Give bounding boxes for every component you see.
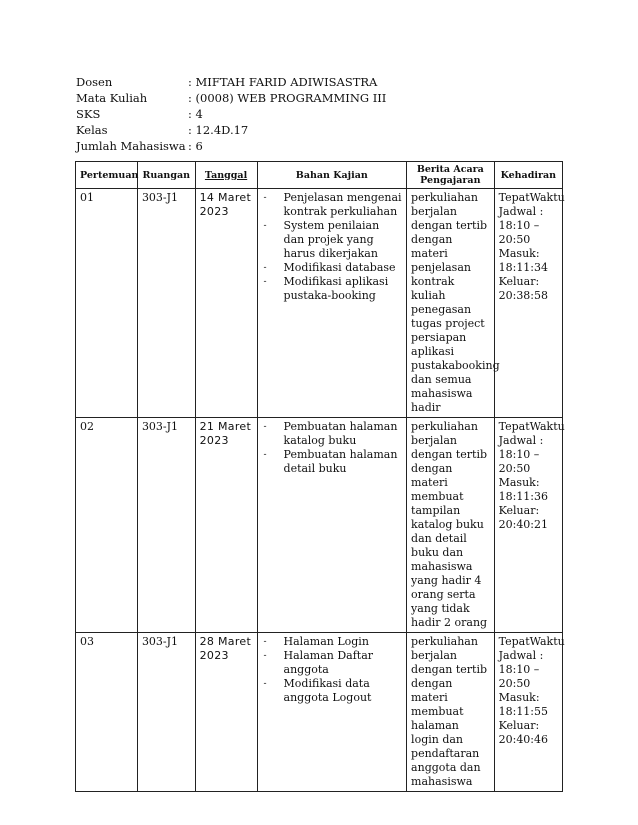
- info-row-jumlah-mahasiswa: [76, 138, 386, 154]
- info-label: SKS: [76, 107, 101, 121]
- info-row-mata-kuliah: [76, 90, 386, 106]
- list-item: - Modifikasi data anggota Logout: [263, 677, 372, 704]
- topic-list: [262, 420, 403, 476]
- date-year: 2023: [199, 434, 229, 447]
- cell-tanggal: [195, 189, 257, 418]
- cell-berita-acara: perkuliahan berjalan dengan tertib dengan materi penjelasan kontrak kuliah penegasan tugas project persiapan aplikasi pustakabooking dan semua mahasiswa hadir: [407, 189, 495, 418]
- masuk-value: 18:11:55: [498, 705, 549, 718]
- cell-pertemuan: 03: [76, 633, 138, 792]
- status-word: Waktu: [529, 635, 565, 648]
- cell-ruangan: 303-J1: [137, 633, 195, 792]
- date-year: 2023: [199, 649, 229, 662]
- masuk-label: Masuk:: [498, 247, 540, 260]
- date-year: 2023: [199, 205, 229, 218]
- attendance-status: [498, 420, 565, 434]
- topic-text: Modifikasi database: [283, 261, 396, 274]
- cell-bahan-kajian: [257, 189, 407, 418]
- info-row-sks: [76, 106, 386, 122]
- jadwal-value: 18:10 – 20:50: [498, 663, 540, 690]
- table-row: [76, 418, 563, 633]
- list-item: - Halaman Login: [263, 635, 369, 648]
- info-value: : (0008) WEB PROGRAMMING III: [188, 91, 387, 105]
- list-item: - Halaman Daftar anggota: [263, 649, 374, 676]
- info-value: : 4: [188, 107, 203, 121]
- keluar-value: 20:40:21: [498, 518, 549, 531]
- topic-list: [262, 191, 403, 303]
- status-word: Waktu: [529, 191, 565, 204]
- info-value: : 12.4D.17: [188, 123, 249, 137]
- masuk-value: 18:11:34: [498, 261, 549, 274]
- jadwal-value: 18:10 – 20:50: [498, 219, 540, 246]
- header-berita-acara: Berita Acara Pengajaran: [407, 162, 495, 189]
- status-word: Tepat: [498, 635, 530, 648]
- cell-tanggal: [195, 418, 257, 633]
- keluar-label: Keluar:: [498, 504, 540, 517]
- masuk-value: 18:11:36: [498, 490, 549, 503]
- keluar-label: Keluar:: [498, 275, 540, 288]
- masuk-label: Masuk:: [498, 691, 540, 704]
- status-word: Waktu: [529, 420, 565, 433]
- date-day-month: 28 Maret: [199, 635, 252, 648]
- cell-pertemuan: 02: [76, 418, 138, 633]
- info-value: : 6: [188, 139, 203, 153]
- info-row-kelas: [76, 122, 386, 138]
- topic-text: Halaman Daftar anggota: [283, 649, 374, 676]
- table-row: [76, 189, 563, 418]
- keluar-value: 20:40:46: [498, 733, 549, 746]
- jadwal-value: 18:10 – 20:50: [498, 448, 540, 475]
- date-day-month: 14 Maret: [199, 191, 252, 204]
- course-info: [76, 74, 386, 154]
- jadwal-label: Jadwal :: [498, 205, 544, 218]
- cell-ruangan: 303-J1: [137, 418, 195, 633]
- cell-tanggal: [195, 633, 257, 792]
- table-header-row: [76, 162, 563, 189]
- info-label: Jumlah Mahasiswa: [76, 139, 186, 153]
- info-row-dosen: [76, 74, 386, 90]
- status-word: Tepat: [498, 191, 530, 204]
- cell-kehadiran: [494, 189, 565, 418]
- keluar-label: Keluar:: [498, 719, 540, 732]
- header-pertemuan: Pertemuan: [76, 162, 138, 189]
- list-item: - Pembuatan halaman detail buku: [263, 448, 398, 475]
- list-item: - Modifikasi database: [263, 261, 396, 274]
- info-value: : MIFTAH FARID ADIWISASTRA: [188, 75, 378, 89]
- info-label: Dosen: [76, 75, 113, 89]
- header-kehadiran: Kehadiran: [494, 162, 562, 189]
- list-item: - System penilaian dan projek yang harus dikerjakan: [263, 219, 380, 260]
- topic-text: System penilaian dan projek yang harus dikerjakan: [283, 219, 380, 260]
- masuk-label: Masuk:: [498, 476, 540, 489]
- cell-kehadiran: [494, 633, 565, 792]
- table-row: [76, 633, 563, 792]
- attendance-status: [498, 635, 565, 649]
- cell-berita-acara: perkuliahan berjalan dengan tertib dengan materi membuat halaman login dan pendaftaran anggota dan mahasiswa: [407, 633, 495, 792]
- header-tanggal: Tanggal: [195, 162, 257, 189]
- topic-text: Modifikasi aplikasi pustaka-booking: [283, 275, 389, 302]
- topic-list: [262, 635, 403, 705]
- header-bahan-kajian: Bahan Kajian: [257, 162, 407, 189]
- jadwal-label: Jadwal :: [498, 434, 544, 447]
- cell-berita-acara: perkuliahan berjalan dengan tertib dengan materi membuat tampilan katalog buku dan detail buku dan mahasiswa yang hadir 4 orang serta yang tidak hadir 2 orang: [407, 418, 495, 633]
- cell-ruangan: 303-J1: [137, 189, 195, 418]
- list-item: - Penjelasan mengenai kontrak perkuliahan: [263, 191, 402, 218]
- cell-kehadiran: [494, 418, 565, 633]
- cell-pertemuan: 01: [76, 189, 138, 418]
- info-label: Kelas: [76, 123, 108, 137]
- header-ruangan: Ruangan: [137, 162, 195, 189]
- cell-bahan-kajian: [257, 633, 407, 792]
- jadwal-label: Jadwal :: [498, 649, 544, 662]
- topic-text: Penjelasan mengenai kontrak perkuliahan: [283, 191, 402, 218]
- topic-text: Pembuatan halaman detail buku: [283, 448, 398, 475]
- topic-text: Halaman Login: [283, 635, 369, 648]
- date-day-month: 21 Maret: [199, 420, 252, 433]
- status-word: Tepat: [498, 420, 530, 433]
- list-item: - Pembuatan halaman katalog buku: [263, 420, 398, 447]
- attendance-status: [498, 191, 565, 205]
- topic-text: Modifikasi data anggota Logout: [283, 677, 372, 704]
- topic-text: Pembuatan halaman katalog buku: [283, 420, 398, 447]
- cell-bahan-kajian: [257, 418, 407, 633]
- teaching-journal-table: [75, 161, 563, 792]
- list-item: - Modifikasi aplikasi pustaka-booking: [263, 275, 389, 302]
- keluar-value: 20:38:58: [498, 289, 549, 302]
- info-label: Mata Kuliah: [76, 91, 148, 105]
